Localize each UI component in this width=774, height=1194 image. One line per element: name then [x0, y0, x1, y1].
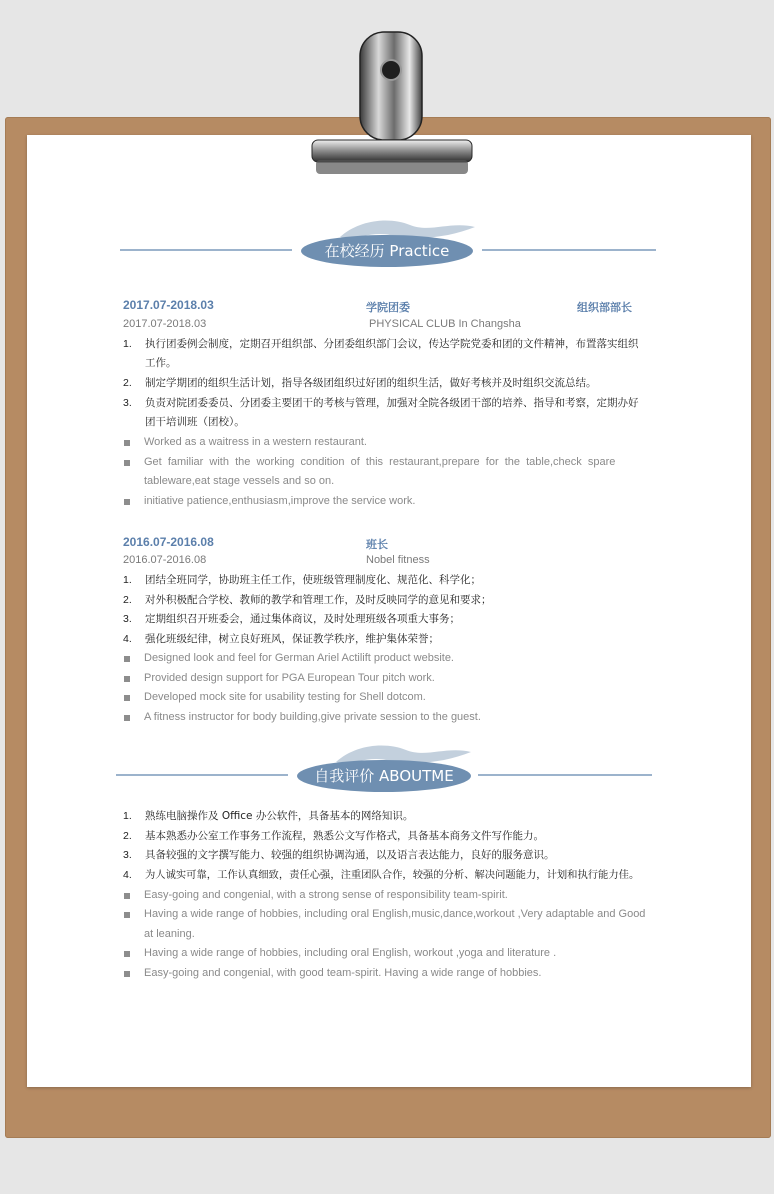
about-item4-num: 4.: [123, 869, 132, 881]
entry2-bullet1-marker: [124, 656, 130, 662]
entry2-item3-text: 定期组织召开班委会，通过集体商议，及时处理班级各项重大事务；: [145, 613, 460, 625]
about-item3-text: 具备较强的文字撰写能力、较强的组织协调沟通，以及语言表达能力，良好的服务意识。: [145, 849, 555, 861]
about-divider-right: [478, 774, 652, 776]
entry1-org-sub: PHYSICAL CLUB In Changsha: [369, 318, 521, 330]
entry1-item3-text: 负责对院团委委员、分团委主要团干的考核与管理，加强对全院各级团干部的培养、指导和考察，定期办好: [145, 397, 639, 409]
about-bullet3-marker: [124, 951, 130, 957]
entry2-bullet2-text: Provided design support for PGA European Tour pitch work.: [144, 672, 435, 684]
entry2-item1-text: 团结全班同学，协助班主任工作，使班级管理制度化、规范化、科学化；: [145, 574, 481, 586]
practice-divider-right: [482, 249, 656, 251]
entry2-item4-num: 4.: [123, 633, 132, 645]
entry2-date-sub: 2016.07-2016.08: [123, 554, 207, 566]
about-item1-text: 熟练电脑操作及 Office 办公软件，具备基本的网络知识。: [145, 810, 414, 822]
entry1-item2-num: 2.: [123, 377, 132, 389]
about-section-header: [116, 740, 656, 800]
entry1-date: 2017.07-2018.03: [123, 298, 214, 312]
practice-title: 在校经历 Practice: [301, 235, 473, 267]
entry1-bullet1-marker: [124, 440, 130, 446]
entry2-item1-num: 1.: [123, 574, 132, 586]
entry2-bullet2-marker: [124, 676, 130, 682]
about-bullet1-text: Easy-going and congenial, with a strong sense of responsibility team-spirit.: [144, 889, 508, 901]
entry1-item1-num: 1.: [123, 338, 132, 350]
practice-section-header: [120, 215, 660, 275]
entry2-org-sub: Nobel fitness: [366, 554, 430, 566]
entry1-item1-cont: 工作。: [145, 357, 177, 369]
entry2-bullet4-marker: [124, 715, 130, 721]
about-bullet4-marker: [124, 971, 130, 977]
about-divider-left: [116, 774, 288, 776]
entry1-item3-num: 3.: [123, 397, 132, 409]
entry1-role: 组织部部长: [577, 301, 632, 314]
entry2-bullet3-text: Developed mock site for usability testing for Shell dotcom.: [144, 691, 426, 703]
entry1-bullet1-text: Worked as a waitress in a western restaurant.: [144, 436, 367, 448]
about-bullet4-text: Easy-going and congenial, with good team-spirit. Having a wide range of hobbies.: [144, 967, 542, 979]
about-item1-num: 1.: [123, 810, 132, 822]
entry1-org: 学院团委: [366, 301, 410, 314]
entry1-date-sub: 2017.07-2018.03: [123, 318, 207, 330]
about-title: 自我评价 ABOUTME: [297, 760, 471, 792]
about-bullet2-marker: [124, 912, 130, 918]
entry1-bullet2-cont: tableware,eat stage vessels and so on.: [144, 475, 335, 487]
entry1-item3-cont: 团干培训班（团校）。: [145, 416, 245, 428]
entry2-bullet4-text: A fitness instructor for body building,give private session to the guest.: [144, 711, 481, 723]
entry2-item2-text: 对外积极配合学校、教师的教学和管理工作，及时反映同学的意见和要求；: [145, 594, 492, 606]
about-bullet2-cont: at leaning.: [144, 928, 195, 940]
entry2-item2-num: 2.: [123, 594, 132, 606]
about-item4-text: 为人诚实可靠，工作认真细致，责任心强，注重团队合作，较强的分析、解决问题能力，计划和执行能力佳。: [145, 869, 640, 881]
about-item3-num: 3.: [123, 849, 132, 861]
entry1-bullet2-text: Get familiar with the working condition of this restaurant,prepare for the table,check spare: [144, 456, 616, 468]
entry2-item4-text: 强化班级纪律，树立良好班风，保证教学秩序，维护集体荣誉；: [145, 633, 439, 645]
about-bullet3-text: Having a wide range of hobbies, including oral English, workout ,yoga and literature .: [144, 947, 557, 959]
entry1-item2-text: 制定学期团的组织生活计划，指导各级团组织过好团的组织生活，做好考核并及时组织交流总结。: [145, 377, 597, 389]
binder-clip-icon: [308, 28, 474, 176]
entry2-date: 2016.07-2016.08: [123, 535, 214, 549]
entry1-bullet3-marker: [124, 499, 130, 505]
entry1-item1-text: 执行团委例会制度，定期召开组织部、分团委组织部门会议，传达学院党委和团的文件精神，布置落实组织: [145, 338, 639, 350]
about-bullet1-marker: [124, 893, 130, 899]
entry2-bullet1-text: Designed look and feel for German Ariel Actilift product website.: [144, 652, 454, 664]
entry1-bullet2-marker: [124, 460, 130, 466]
entry2-item3-num: 3.: [123, 613, 132, 625]
entry2-bullet3-marker: [124, 695, 130, 701]
practice-divider-left: [120, 249, 292, 251]
about-item2-num: 2.: [123, 830, 132, 842]
about-bullet2-text: Having a wide range of hobbies, including oral English,music,dance,workout ,Very adaptable and Good: [144, 908, 646, 920]
entry1-bullet3-text: initiative patience,enthusiasm,improve the service work.: [144, 495, 416, 507]
about-item2-text: 基本熟悉办公室工作事务工作流程，熟悉公文写作格式，具备基本商务文件写作能力。: [145, 830, 544, 842]
entry2-org: 班长: [366, 538, 388, 551]
